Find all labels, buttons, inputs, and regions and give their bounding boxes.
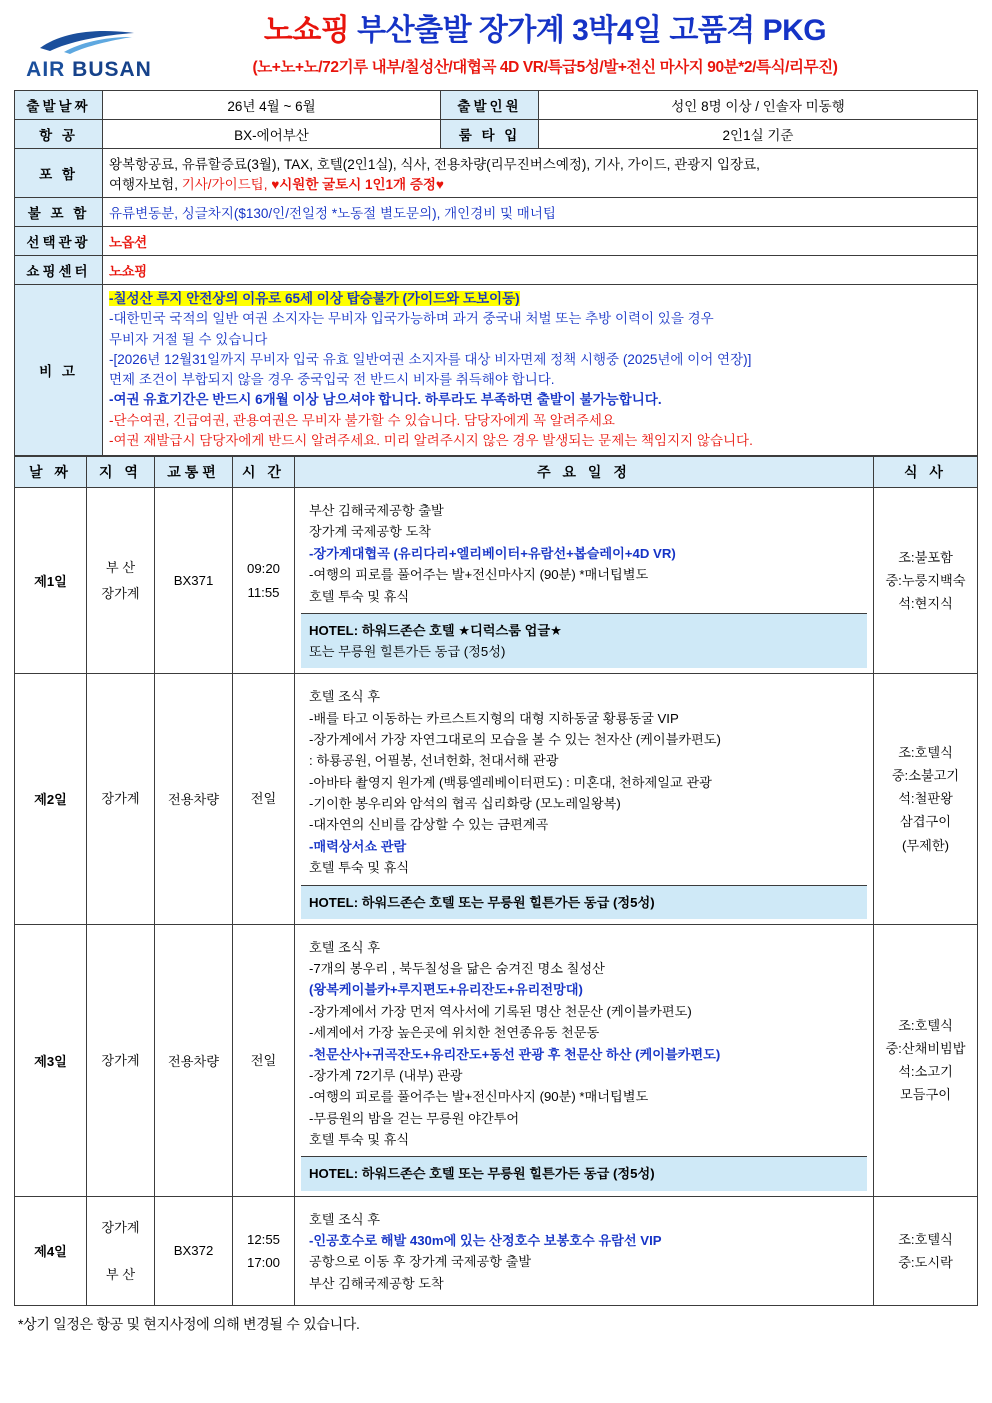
remark-5: -여권 유효기간은 반드시 6개월 이상 남으셔야 합니다. 하루라도 부족하면 출발이 불가능합니다. (109, 392, 662, 408)
schedule-line: 호텔 조식 후 (309, 689, 381, 705)
time-line: 17:00 (246, 1254, 280, 1270)
itinerary-header-row (15, 457, 978, 488)
area-line: 장가계 (101, 1219, 140, 1235)
schedule-line: -장가계대협곡 (유리다리+엘리베이터+유람선+봅슬레이+4D VR) (309, 545, 676, 561)
meal-line: 삼겹구이 (900, 814, 951, 830)
hotel-info (301, 885, 867, 919)
day-label: 제1일 (15, 488, 87, 674)
product-info-table (14, 90, 978, 456)
day-area (87, 924, 155, 1196)
hotel-line: HOTEL: 하워드존슨 호텔 또는 무릉원 힐튼가든 동급 (정5성) (309, 894, 655, 910)
day-schedule (295, 674, 874, 925)
remark-1: -대한민국 국적의 일반 여권 소지자는 무비자 입국가능하며 과거 중국내 처벌 또는 추방 이력이 있을 경우 (109, 311, 714, 327)
day-time (233, 488, 295, 674)
meal-line: 중:소불고기 (891, 768, 960, 784)
pax-value: 성인 8명 이상 / 인솔자 미동행 (539, 91, 978, 120)
area-line: 장가계 (101, 791, 140, 807)
schedule-line: -장가계 72기루 (내부) 관광 (309, 1067, 463, 1083)
day-area (87, 674, 155, 925)
day-label: 제4일 (15, 1196, 87, 1306)
remark-value (103, 285, 978, 456)
schedule-line: -대자연의 신비를 감상할 수 있는 금편계곡 (309, 817, 549, 833)
title-part2: 부산출발 장가계 3박4일 고품격 PKG (357, 14, 827, 47)
shopping-label: 쇼핑센터 (15, 256, 103, 285)
schedule-line: 호텔 투숙 및 휴식 (309, 588, 410, 604)
include-line-2 (109, 173, 971, 193)
title-block (172, 14, 978, 77)
room-type-value: 2인1실 기준 (539, 120, 978, 149)
include-value (103, 149, 978, 198)
logo-busan-text: BUSAN (72, 58, 152, 81)
remark-0: -칠성산 루지 안전상의 이유로 65세 이상 탑승불가 (가이드와 도보이동) (109, 291, 520, 306)
page-title (172, 14, 918, 49)
schedule-line: -매력상서쇼 관람 (309, 838, 407, 854)
include-label: 포 함 (15, 149, 103, 198)
meal-line: 조:호텔식 (898, 1017, 953, 1033)
remark-6: -단수여권, 긴급여권, 관용여권은 무비자 불가할 수 있습니다. 담당자에게 꼭 알려주세요 (109, 412, 615, 428)
day-label: 제2일 (15, 674, 87, 925)
meal-line: 조:불포함 (898, 549, 953, 565)
day-area (87, 488, 155, 674)
time-line: 전일 (250, 1052, 277, 1068)
schedule-line: 호텔 조식 후 (309, 939, 381, 955)
day-schedule (295, 1196, 874, 1306)
schedule-line: 부산 김해국제공항 도착 (309, 1275, 444, 1291)
day-time (233, 674, 295, 925)
pax-label: 출발인원 (441, 91, 539, 120)
meal-line: 모듬구이 (900, 1087, 951, 1103)
depart-date-value: 26년 4월 ~ 6월 (103, 91, 441, 120)
hotel-info (301, 1156, 867, 1190)
meal-line: 중:산채비빔밥 (885, 1040, 966, 1056)
schedule-line: : 하룡공원, 어필봉, 선녀헌화, 천대서해 관광 (309, 753, 559, 769)
room-type-label: 룸 타 입 (441, 120, 539, 149)
meal-line: 조:호텔식 (898, 745, 953, 761)
schedule-line: 호텔 조식 후 (309, 1211, 381, 1227)
day-meals (874, 674, 978, 925)
meal-line: (무제한) (901, 837, 949, 853)
logo-air-text: AIR (26, 58, 66, 81)
schedule-line: (왕복케이블카+루지편도+유리잔도+유리전망대) (309, 982, 583, 998)
col-header-area: 지 역 (87, 457, 155, 488)
col-header-schedule: 주 요 일 정 (295, 457, 874, 488)
col-header-time: 시 간 (233, 457, 295, 488)
time-line: 12:55 (246, 1231, 280, 1247)
meal-line: 석:현지식 (898, 596, 953, 612)
option-value: 노옵션 (103, 227, 978, 256)
meal-line: 석:소고기 (898, 1064, 953, 1080)
area-line: 부 산 (105, 560, 136, 576)
day-label: 제3일 (15, 924, 87, 1196)
schedule-line: -배를 타고 이동하는 카르스트지형의 대형 지하동굴 황룡동굴 VIP (309, 710, 679, 726)
table-row (15, 227, 978, 256)
schedule-line: -무릉원의 밤을 걷는 무릉원 야간투어 (309, 1110, 520, 1126)
schedule-line: -세계에서 가장 높은곳에 위치한 천연종유동 천문동 (309, 1025, 600, 1041)
page-subtitle: (노+노+노/72기루 내부/칠성산/대협곡 4D VR/특급5성/발+전신 마사지 90분*2/특식/리무진) (252, 58, 838, 76)
include-gift: ♥시원한 굴토시 1인1개 증정♥ (271, 177, 444, 192)
meal-line: 중:도시락 (898, 1254, 953, 1270)
include-tip: 기사/가이드팁, (181, 177, 272, 192)
schedule-line: -장가계에서 가장 자연그대로의 모습을 볼 수 있는 천자산 (케이블카편도) (309, 731, 721, 747)
schedule-line: -7개의 봉우리 , 북두칠성을 닮은 숨겨진 명소 칠성산 (309, 961, 605, 976)
schedule-line: -장가계에서 가장 먼저 역사서에 기록된 명산 천문산 (케이블카편도) (309, 1003, 692, 1019)
itinerary-table (14, 456, 978, 1306)
table-row (15, 488, 978, 674)
schedule-line: 호텔 투숙 및 휴식 (309, 1132, 410, 1147)
time-line: 전일 (250, 791, 277, 807)
remark-7: -여권 재발급시 담당자에게 반드시 알려주세요. 미리 알려주시지 않은 경우 발생되는 문제는 책임지지 않습니다. (109, 432, 753, 448)
airline-value: BX-에어부산 (103, 120, 441, 149)
footnote: *상기 일정은 항공 및 현지사정에 의해 변경될 수 있습니다. (18, 1316, 360, 1332)
remark-3: -[2026년 12월31일까지 무비자 입국 유효 일반여권 소지자를 대상 비자면제 정책 시행중 (2025년에 이어 연장)] (109, 351, 752, 367)
schedule-line: -아바타 촬영지 원가계 (백룡엘레베이터편도) : 미혼대, 천하제일교 관광 (309, 774, 712, 790)
table-row (15, 149, 978, 198)
airline-label: 항 공 (15, 120, 103, 149)
day-meals (874, 924, 978, 1196)
day-transport: 전용차량 (155, 924, 233, 1196)
table-row (15, 198, 978, 227)
option-label: 선택관광 (15, 227, 103, 256)
day-schedule (295, 488, 874, 674)
schedule-line: -인공호수로 해발 430m에 있는 산정호수 보봉호수 유람선 VIP (309, 1232, 662, 1248)
schedule-line: 장가계 국제공항 도착 (309, 524, 431, 540)
time-line: 09:20 (246, 561, 280, 577)
table-row (15, 1196, 978, 1306)
air-busan-logo (14, 14, 164, 82)
depart-date-label: 출발날짜 (15, 91, 103, 120)
document-header (14, 10, 978, 90)
schedule-line: -여행의 피로를 풀어주는 발+전신마사지 (90분) *매너팁별도 (309, 567, 649, 583)
col-header-transport: 교통편 (155, 457, 233, 488)
meal-line: 석:철판왕 (898, 791, 953, 807)
schedule-line: -여행의 피로를 풀어주는 발+전신마사지 (90분) *매너팁별도 (309, 1089, 649, 1105)
include-insurance: 여행자보험, (109, 177, 182, 192)
hotel-info (301, 613, 867, 668)
exclude-label: 불 포 함 (15, 198, 103, 227)
schedule-line: 호텔 투숙 및 휴식 (309, 860, 410, 876)
remark-4: 면제 조건이 부합되지 않을 경우 중국입국 전 반드시 비자를 취득해야 합니다. (109, 372, 555, 387)
exclude-value: 유류변동분, 싱글차지($130/인/전일정 *노동절 별도문의), 개인경비 및 매너팁 (103, 198, 978, 227)
table-row (15, 674, 978, 925)
airplane-swoosh-icon (34, 26, 144, 56)
col-header-date: 날 짜 (15, 457, 87, 488)
schedule-line: 부산 김해국제공항 출발 (309, 503, 444, 518)
day-time (233, 1196, 295, 1306)
logo-wordmark (14, 58, 164, 82)
schedule-line: -기이한 봉우리와 암석의 협곡 십리화랑 (모노레일왕복) (309, 796, 621, 811)
include-line-1: 왕복항공료, 유류할증료(3월), TAX, 호텔(2인1실), 식사, 전용차량(리무진버스예정), 기사, 가이드, 관광지 입장료, (109, 157, 760, 172)
area-line: 장가계 (101, 1052, 140, 1068)
hotel-line: HOTEL: 하워드존슨 호텔 ★디럭스룸 업글★ (309, 622, 562, 638)
area-line: 장가계 (101, 585, 140, 601)
table-row (15, 120, 978, 149)
schedule-line: -천문산사+귀곡잔도+유리잔도+동선 관광 후 천문산 하산 (케이블카편도) (309, 1046, 721, 1062)
table-row (15, 91, 978, 120)
day-meals (874, 488, 978, 674)
col-header-meals: 식 사 (874, 457, 978, 488)
day-area (87, 1196, 155, 1306)
meal-line: 조:호텔식 (898, 1231, 953, 1247)
table-row (15, 256, 978, 285)
day-transport: 전용차량 (155, 674, 233, 925)
hotel-line: HOTEL: 하워드존슨 호텔 또는 무릉원 힐튼가든 동급 (정5성) (309, 1166, 655, 1182)
day-time (233, 924, 295, 1196)
title-part1: 노쇼핑 (263, 14, 350, 47)
time-line: 11:55 (247, 584, 280, 600)
day-meals (874, 1196, 978, 1306)
table-row (15, 924, 978, 1196)
day-transport: BX371 (155, 488, 233, 674)
remark-2: 무비자 거절 될 수 있습니다 (109, 331, 268, 347)
day-transport: BX372 (155, 1196, 233, 1306)
hotel-line: 또는 무릉원 힐튼가든 동급 (정5성) (309, 644, 506, 659)
meal-line: 중:누룽지백숙 (885, 573, 966, 589)
day-schedule (295, 924, 874, 1196)
remark-label: 비 고 (15, 285, 103, 456)
schedule-line: 공항으로 이동 후 장가계 국제공항 출발 (309, 1254, 532, 1270)
shopping-value: 노쇼핑 (103, 256, 978, 285)
area-line: 부 산 (105, 1266, 136, 1282)
table-row (15, 285, 978, 456)
